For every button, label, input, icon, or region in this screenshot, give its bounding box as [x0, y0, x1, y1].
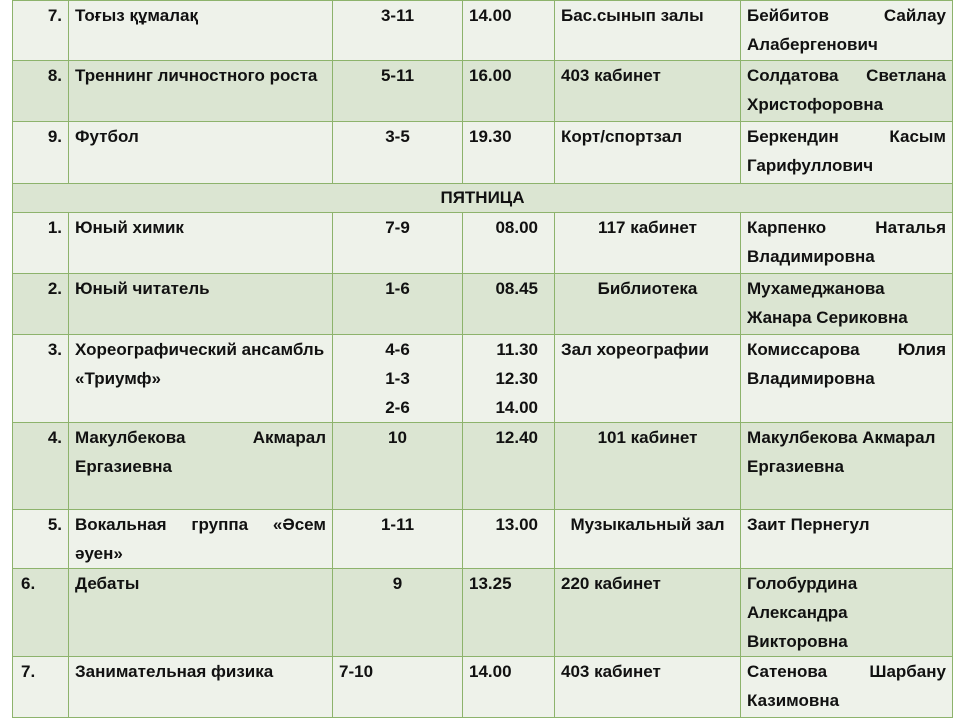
table-row [13, 61, 953, 122]
grade-line: 4-6 [385, 340, 410, 359]
table-row [13, 657, 953, 718]
room: Бас.сынып залы [555, 1, 741, 61]
time: 08.45 [463, 274, 555, 335]
time: 14.00 [463, 1, 555, 61]
grades: 7-10 [333, 657, 463, 718]
row-number: 9. [13, 122, 69, 184]
table-row [13, 1, 953, 61]
room: 403 кабинет [555, 657, 741, 718]
grades: 1-11 [333, 510, 463, 569]
time-line: 11.30 [496, 340, 538, 359]
room: Зал хореографии [555, 335, 741, 423]
teacher: Сатенова Шарбану Казимовна [741, 657, 953, 718]
section-row [13, 184, 953, 213]
table-row [13, 213, 953, 274]
table-row [13, 510, 953, 569]
row-number: 3. [13, 335, 69, 423]
activity-name: Макулбекова Акмарал Ергазиевна [69, 423, 333, 510]
table-row [13, 569, 953, 657]
grades: 1-6 [333, 274, 463, 335]
room: Музыкальный зал [555, 510, 741, 569]
grades: 10 [333, 423, 463, 510]
activity-name: Треннинг личностного роста [69, 61, 333, 122]
time: 16.00 [463, 61, 555, 122]
room: 220 кабинет [555, 569, 741, 657]
grades: 9 [333, 569, 463, 657]
time-line: 12.30 [495, 369, 538, 388]
teacher: Бейбитов Сайлау Алабергенович [741, 1, 953, 61]
row-number: 6. [13, 569, 69, 657]
time: 13.00 [463, 510, 555, 569]
activity-name: Футбол [69, 122, 333, 184]
row-number: 4. [13, 423, 69, 510]
row-number: 7. [13, 657, 69, 718]
activity-name: Тоғыз құмалақ [69, 1, 333, 61]
room: 403 кабинет [555, 61, 741, 122]
teacher: Комиссарова Юлия Владимировна [741, 335, 953, 423]
activity-name: Занимательная физика [69, 657, 333, 718]
grades: 3-5 [333, 122, 463, 184]
row-number: 1. [13, 213, 69, 274]
table-row [13, 423, 953, 510]
teacher: Заит Пернегул [741, 510, 953, 569]
time: 13.25 [463, 569, 555, 657]
teacher: Макулбекова Акмарал Ергазиевна [741, 423, 953, 510]
row-number: 7. [13, 1, 69, 61]
grade-line: 1-3 [385, 369, 410, 388]
grades: 3-11 [333, 1, 463, 61]
activity-name: Юный химик [69, 213, 333, 274]
grades: 7-9 [333, 213, 463, 274]
activity-name: Дебаты [69, 569, 333, 657]
teacher: Голобурдина Александра Викторовна [741, 569, 953, 657]
activity-name: Юный читатель [69, 274, 333, 335]
grades [333, 335, 463, 423]
time-line: 14.00 [495, 398, 538, 417]
table-row [13, 122, 953, 184]
time: 12.40 [463, 423, 555, 510]
table-row [13, 335, 953, 423]
room: 117 кабинет [555, 213, 741, 274]
teacher: Беркендин Касым Гарифуллович [741, 122, 953, 184]
activity-name: Хореографический ансамбль «Триумф» [69, 335, 333, 423]
row-number: 2. [13, 274, 69, 335]
time: 08.00 [463, 213, 555, 274]
grade-line: 2-6 [385, 398, 410, 417]
schedule-body [13, 1, 953, 718]
section-title: ПЯТНИЦА [13, 184, 953, 213]
time: 19.30 [463, 122, 555, 184]
teacher: Карпенко Наталья Владимировна [741, 213, 953, 274]
room: Библиотека [555, 274, 741, 335]
teacher: Мухамеджанова Жанара Сериковна [741, 274, 953, 335]
room: 101 кабинет [555, 423, 741, 510]
table-row [13, 274, 953, 335]
activity-name: Вокальная группа «Әсем әуен» [69, 510, 333, 569]
teacher: Солдатова Светлана Христофоровна [741, 61, 953, 122]
row-number: 8. [13, 61, 69, 122]
time [463, 335, 555, 423]
schedule-table [12, 0, 953, 718]
grades: 5-11 [333, 61, 463, 122]
room: Корт/спортзал [555, 122, 741, 184]
time: 14.00 [463, 657, 555, 718]
row-number: 5. [13, 510, 69, 569]
